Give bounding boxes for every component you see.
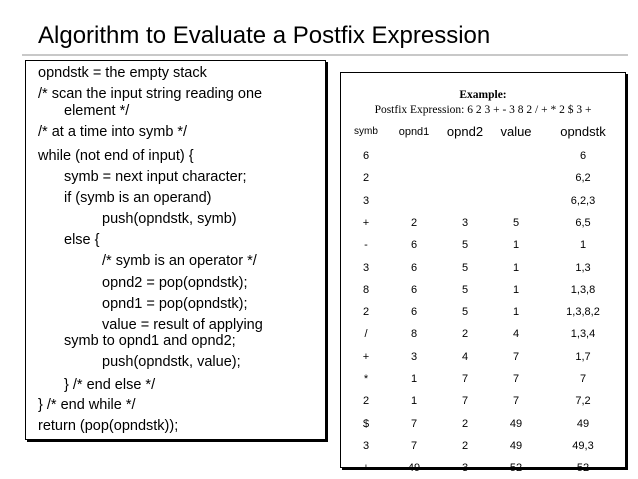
table-cell: / [364,328,368,341]
table-cell: $ [362,417,370,430]
table-cell: 5 [461,261,469,274]
table-cell: 1 [410,395,418,408]
code-line: value = result of applying [102,317,263,333]
table-cell: 2 [410,216,418,229]
header-opndstk: opndstk [560,124,606,139]
table-cell: * [363,373,369,385]
postfix-expression-label: Postfix Expression: 6 2 3 + - 3 8 2 / + * 2 $ 3 + [374,104,592,116]
table-cell: 7 [410,439,418,452]
table-cell: - [364,239,368,252]
code-line: symb to opnd1 and opnd2; [64,333,236,349]
code-line: symb = next input character; [64,169,247,185]
table-cell: 1 [410,373,418,385]
table-cell: 6 [362,150,370,162]
table-cell: 1 [512,261,520,274]
table-cell: 3 [362,439,370,452]
table-cell: 2 [362,172,370,185]
code-line: return (pop(opndstk)); [38,418,179,434]
code-line: } /* end while */ [38,397,136,413]
code-line: while (not end of input) { [38,148,194,164]
code-line: /* scan the input string reading one [38,86,263,102]
table-cell: 3 [362,194,370,207]
table-cell: 1 [579,239,587,252]
table-cell: 7 [461,395,469,408]
example-box [340,72,626,475]
table-cell: 1 [512,306,520,319]
code-line: push(opndstk, value); [102,354,241,370]
table-cell: 5 [461,306,469,319]
table-cell: 6 [410,306,418,319]
code-line: /* symb is an operator */ [102,253,257,269]
header-opnd2: opnd2 [446,124,484,139]
table-cell: 6 [410,261,418,274]
table-cell: 6 [410,283,418,296]
code-line: else { [64,232,100,248]
code-line: push(opndstk, symb) [102,211,237,227]
table-cell: 5 [461,239,469,252]
table-cell: 49 [407,462,421,475]
code-line: opndstk = the empty stack [38,65,207,81]
header-value: value [500,124,532,139]
code-line: opnd1 = pop(opndstk); [102,296,248,312]
table-cell: 2 [362,395,370,408]
table-cell: 7,2 [575,395,591,408]
table-cell: 4 [512,328,520,341]
table-cell: 6,5 [575,216,591,229]
table-cell: 8 [410,328,418,341]
table-cell: + [362,216,370,229]
table-cell: 1,3,8 [570,283,596,296]
slide-title: Algorithm to Evaluate a Postfix Expression [38,22,491,49]
table-cell: 6,2 [575,172,591,185]
table-cell: 49 [509,417,523,430]
table-cell: 6 [410,239,418,252]
table-cell: 2 [461,328,469,341]
table-cell: 7 [512,350,520,363]
example-heading: Example: [459,89,507,101]
table-cell: 5 [461,283,469,296]
code-line: element */ [64,103,130,119]
table-cell: 7 [512,373,520,385]
code-line: if (symb is an operand) [64,190,212,206]
table-cell: 6,2,3 [570,194,596,207]
table-cell: 2 [461,439,469,452]
table-cell: 2 [362,306,370,319]
table-cell: 6 [579,150,587,162]
table-cell: 1,3,4 [570,328,596,341]
table-cell: 1,7 [575,350,591,363]
table-cell: 2 [461,417,469,430]
table-cell: 1,3,8,2 [566,306,600,319]
table-cell: 3 [461,462,469,475]
table-cell: 1 [512,239,520,252]
table-cell: 1 [512,283,520,296]
code-line: /* at a time into symb */ [38,124,188,140]
table-cell: 7 [410,417,418,430]
table-cell: 7 [461,373,469,385]
table-cell: 49,3 [572,439,594,452]
table-cell: 8 [362,283,370,296]
table-cell: 3 [362,261,370,274]
table-cell: 5 [512,216,520,229]
table-cell: 49 [576,417,590,430]
header-opnd1: opnd1 [398,126,430,138]
table-cell: 52 [576,462,590,475]
table-cell: 49 [509,439,523,452]
table-cell: 7 [512,395,520,408]
table-cell: 52 [509,462,523,475]
table-cell: 4 [461,350,469,363]
table-cell: 1,3 [575,261,591,274]
table-cell: 3 [461,216,469,229]
title-divider [22,54,628,56]
table-cell: + [362,462,370,475]
table-cell: + [362,350,370,363]
code-line: opnd2 = pop(opndstk); [102,275,248,291]
code-line: } /* end else */ [64,377,156,393]
algorithm-box [25,60,326,440]
table-cell: 3 [410,350,418,363]
header-symb: symb [354,126,378,137]
table-cell: 7 [579,373,587,385]
